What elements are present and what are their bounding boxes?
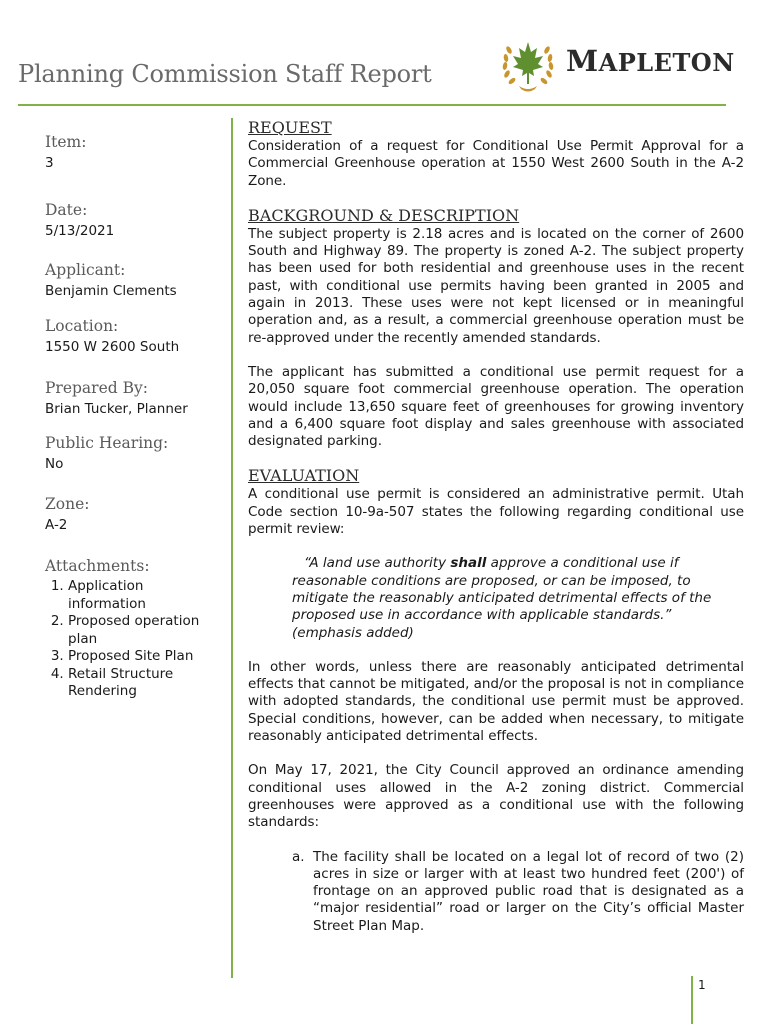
emphasis-shall: shall (450, 555, 487, 572)
statute-quote: “A land use authority shall approve a conditional use if reasonable conditions are proposed, or can be imposed, to mitigate the reasonably anticipated detrimental effects of the proposed use in accordance with applicable standards.” (emphasis added) (292, 555, 712, 641)
date-value: 5/13/2021 (45, 223, 115, 239)
zone-field (45, 494, 220, 534)
main-content (248, 118, 744, 935)
evaluation-paragraph-2: In other words, unless there are reasonably anticipated detrimental effects that cannot be mitigated, and/or the proposal is not in compliance with adopted standards, the conditional use permit must be approved. Special conditions, however, can be added when necessary, to mitigate reasonably anticipated detrimental effects. (248, 658, 744, 745)
item-value: 3 (45, 155, 54, 171)
page-title: Planning Commission Staff Report (18, 60, 432, 88)
list-text: The facility shall be located on a legal lot of record of two (2) acres in size or larger with at least two hundred feet (200') of frontage on an approved public road that is designated as a “major residential” road or larger on the City’s official Master Street Plan Map. (313, 848, 744, 934)
background-paragraph-2: The applicant has submitted a conditional use permit request for a 20,050 square foot commercial greenhouse operation. The operation would include 13,650 square feet of greenhouses for growing inventory and a 6,400 square foot display and sales greenhouse with associated designated parking. (248, 363, 744, 450)
list-marker: a. (292, 848, 305, 865)
date-field (45, 200, 220, 240)
item-label: Item: (45, 133, 87, 151)
date-label: Date: (45, 201, 88, 219)
location-value: 1550 W 2600 South (45, 339, 180, 355)
applicant-value: Benjamin Clements (45, 283, 177, 299)
evaluation-paragraph-3: On May 17, 2021, the City Council approved an ordinance amending conditional uses allowed in the A-2 zoning district. Commercial greenhouses were approved as a conditional use with the following standards: (248, 762, 744, 831)
list-item (292, 849, 744, 935)
attachments-list (45, 578, 220, 701)
list-item: 3. Proposed Site Plan (68, 648, 220, 666)
location-label: Location: (45, 317, 119, 335)
maple-leaf-wreath-icon (497, 34, 559, 100)
column-divider (231, 118, 233, 978)
public-hearing-value: No (45, 456, 64, 472)
footer-divider (691, 976, 693, 1024)
request-body: Consideration of a request for Conditional Use Permit Approval for a Commercial Greenhouse operation at 1550 West 2600 South in the A-2 Zone. (248, 138, 744, 189)
list-item: 4. Retail Structure Rendering (68, 666, 220, 701)
header-divider (18, 104, 726, 106)
prepared-by-value: Brian Tucker, Planner (45, 401, 188, 417)
background-paragraph-1: The subject property is 2.18 acres and is located on the corner of 2600 South and Highway 89. The property is zoned A-2. The subject property has been used for both residential and greenhouse uses in the recent past, with conditional use permits having been granted in 2005 and again in 2013. These uses were not kept licensed or in meaningful operation and, as a result, a commercial greenhouse operation must be re-approved under the recently amended standards. (248, 225, 744, 346)
attachments-label: Attachments: (45, 557, 150, 575)
applicant-field (45, 260, 220, 300)
standards-list (248, 849, 744, 935)
request-heading: REQUEST (248, 118, 332, 137)
public-hearing-label: Public Hearing: (45, 434, 169, 452)
evaluation-paragraph-1: A conditional use permit is considered an administrative permit. Utah Code section 10-9a-507 states the following regarding conditional use permit review: (248, 486, 744, 538)
list-item: 1. Application information (68, 578, 220, 613)
item-field (45, 132, 220, 172)
location-field (45, 316, 220, 356)
zone-label: Zone: (45, 495, 90, 513)
attachments-field (45, 556, 220, 701)
applicant-label: Applicant: (45, 261, 126, 279)
list-item: 2. Proposed operation plan (68, 613, 220, 648)
page-number: 1 (698, 978, 706, 992)
brand-name: MAPLETON (566, 44, 735, 78)
public-hearing-field (45, 433, 220, 473)
prepared-by-label: Prepared By: (45, 379, 148, 397)
evaluation-heading: EVALUATION (248, 466, 360, 486)
zone-value: A-2 (45, 517, 68, 533)
prepared-by-field (45, 378, 220, 418)
background-heading: BACKGROUND & DESCRIPTION (248, 205, 520, 225)
